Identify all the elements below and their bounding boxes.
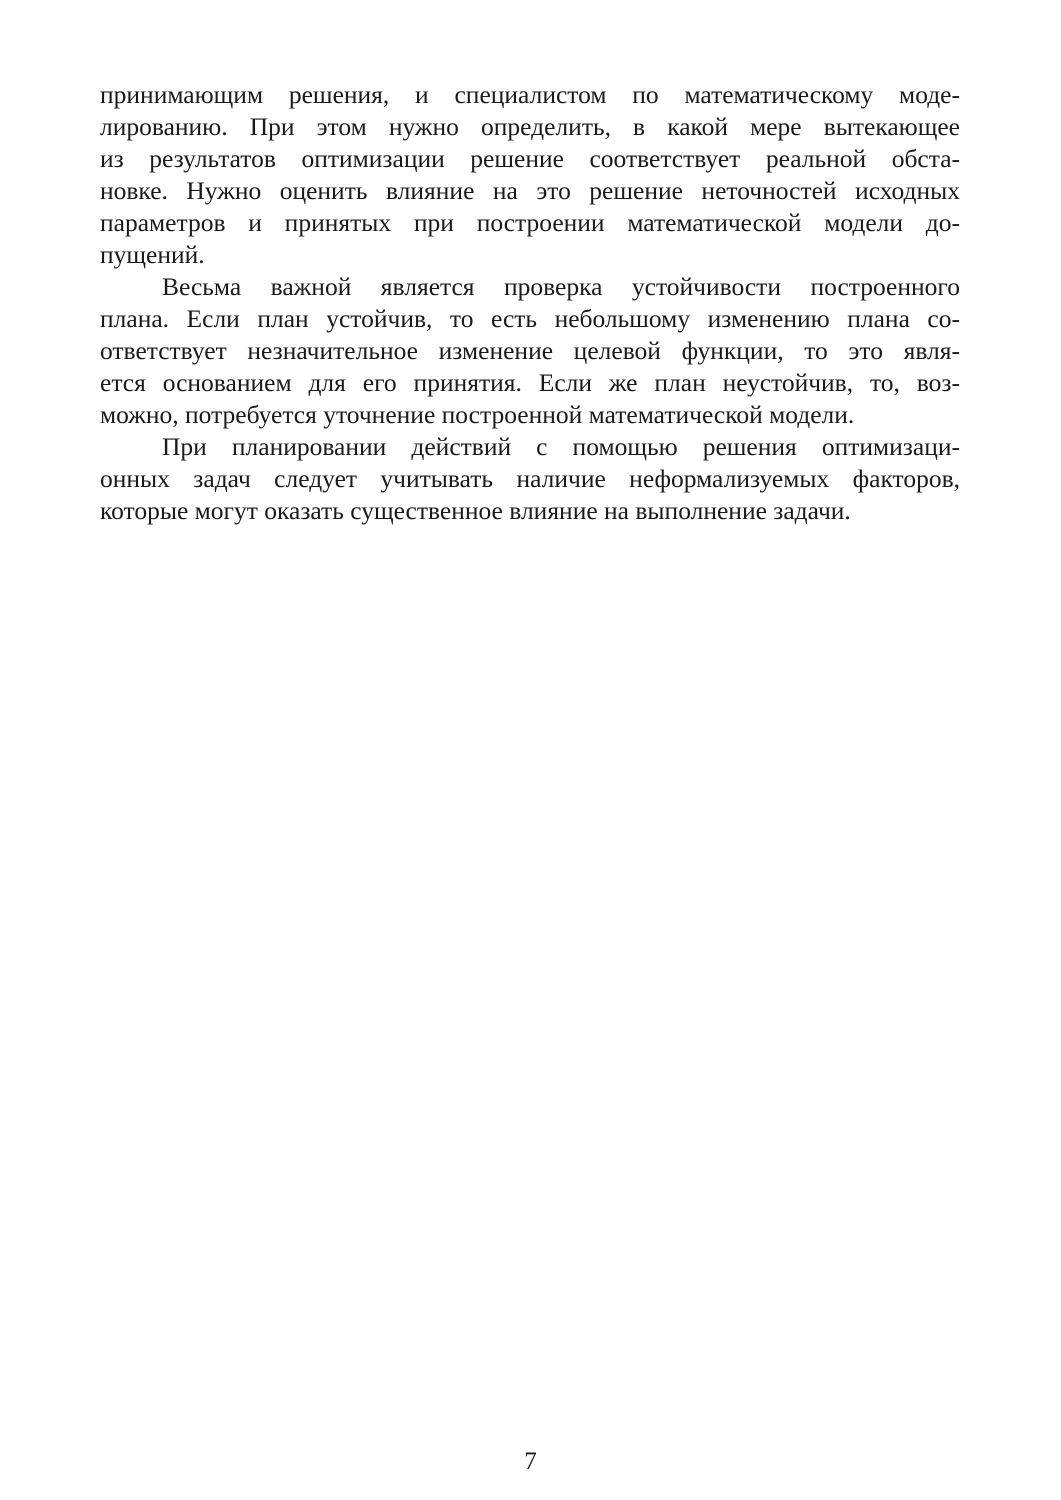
text-line: ется основанием для его принятия. Если же план неустойчив, то, воз- xyxy=(100,368,960,397)
text-line: пущений. xyxy=(100,240,205,269)
body-text xyxy=(100,79,960,527)
page-number: 7 xyxy=(524,1448,537,1475)
text-line: онных задач следует учитывать наличие неформализуемых факторов, xyxy=(100,464,960,493)
text-line: из результатов оптимизации решение соответствует реальной обста- xyxy=(100,144,960,173)
text-line: При планировании действий с помощью решения оптимизаци- xyxy=(162,432,960,461)
text-line: параметров и принятых при построении математической модели до- xyxy=(100,208,960,237)
text-line: Весьма важной является проверка устойчивости построенного xyxy=(162,272,960,301)
text-line: новке. Нужно оценить влияние на это решение неточностей исходных xyxy=(100,176,960,205)
text-line: ответствует незначительное изменение целевой функции, то это явля- xyxy=(100,336,960,365)
text-line: принимающим решения, и специалистом по математическому моде- xyxy=(100,80,960,109)
text-line: плана. Если план устойчив, то есть небольшому изменению плана со- xyxy=(100,304,960,333)
text-line: лированию. При этом нужно определить, в какой мере вытекающее xyxy=(100,112,960,141)
text-line: которые могут оказать существенное влияние на выполнение задачи. xyxy=(100,496,851,525)
text-line: можно, потребуется уточнение построенной математической модели. xyxy=(100,400,855,429)
